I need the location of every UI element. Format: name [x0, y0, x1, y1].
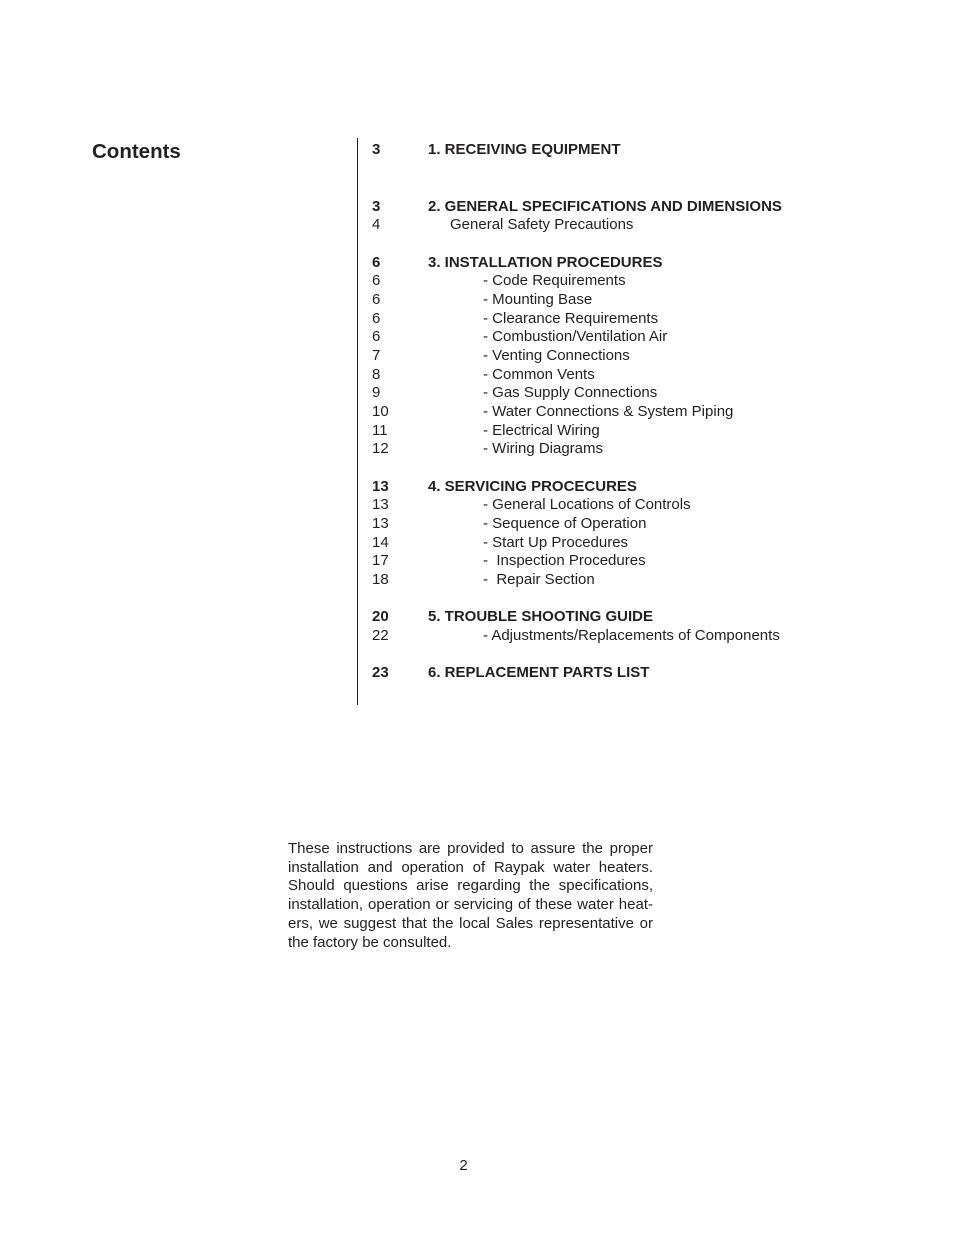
toc-entry-label: General Safety Precautions	[450, 216, 634, 234]
page-number: 2	[459, 1157, 468, 1174]
toc-page-number: 18	[372, 571, 389, 589]
toc-page-number: 8	[372, 365, 381, 383]
toc-section-title: 1. RECEIVING EQUIPMENT	[428, 141, 621, 158]
toc-entry[interactable]	[372, 291, 932, 310]
toc-entry-label: - Mounting Base	[483, 290, 593, 308]
toc-section-title: 2. GENERAL SPECIFICATIONS AND DIMENSIONS	[428, 197, 782, 215]
toc-page-number: 17	[372, 552, 389, 570]
toc-entry-label: - Venting Connections	[483, 347, 630, 364]
toc-entry-label: - Gas Supply Connections	[483, 384, 658, 402]
toc-section-6[interactable]	[372, 664, 932, 683]
toc-section-4[interactable]	[372, 478, 932, 497]
toc-entry-label: - Combustion/Ventilation Air	[483, 328, 668, 346]
toc-section-3[interactable]	[372, 254, 932, 273]
toc-entry[interactable]	[372, 571, 932, 590]
toc-entry-label: - Electrical Wiring	[483, 421, 600, 439]
toc-section-5[interactable]	[372, 608, 932, 627]
toc-page-number: 23	[372, 664, 389, 682]
toc-page-number: 4	[372, 216, 381, 234]
toc-entry[interactable]	[372, 552, 932, 571]
toc-entry-general-safety-precautions[interactable]	[372, 216, 932, 235]
toc-entry[interactable]	[372, 496, 932, 515]
toc-entry-label: - Clearance Requirements	[483, 309, 659, 327]
toc-page-number: 14	[372, 533, 389, 551]
toc-page-number: 20	[372, 608, 389, 626]
toc-entry-label: - Repair Section	[483, 571, 595, 589]
toc-page-number: 3	[372, 197, 381, 215]
toc-section-1[interactable]	[372, 141, 932, 160]
toc-entry[interactable]	[372, 534, 932, 553]
toc-entry-label: - Wiring Diagrams	[483, 440, 604, 458]
toc-page-number: 6	[372, 253, 381, 271]
toc-page-number: 11	[372, 421, 388, 439]
toc-entry-label: - Start Up Procedures	[483, 533, 629, 551]
toc-entry-label: - General Locations of Controls	[483, 496, 691, 514]
toc-entry[interactable]	[372, 515, 932, 534]
toc-entry-label: - Common Vents	[483, 365, 595, 383]
toc-entry[interactable]	[372, 272, 932, 291]
toc-entry[interactable]	[372, 366, 932, 385]
toc-entry[interactable]	[372, 328, 932, 347]
toc-section-2[interactable]	[372, 198, 932, 217]
toc-entry[interactable]	[372, 310, 932, 329]
toc-page-number: 13	[372, 515, 389, 532]
toc-entry-label: - Water Connections & System Piping	[483, 403, 734, 421]
toc-entry[interactable]	[372, 440, 932, 459]
toc-section-title: 5. TROUBLE SHOOTING GUIDE	[428, 608, 654, 626]
toc-page-number: 6	[372, 309, 381, 327]
toc-page-number: 12	[372, 440, 389, 458]
toc-entry[interactable]	[372, 347, 932, 366]
toc-page-number: 9	[372, 384, 381, 402]
toc-page-number: 6	[372, 272, 381, 290]
toc-section-title: 6. REPLACEMENT PARTS LIST	[428, 664, 650, 682]
toc-entry[interactable]	[372, 403, 932, 422]
toc-page-number: 10	[372, 403, 389, 421]
toc-section-title: 4. SERVICING PROCECURES	[428, 477, 637, 495]
toc-divider-line	[357, 138, 358, 705]
toc-page-number: 13	[372, 496, 389, 514]
toc-page-number: 3	[372, 141, 381, 158]
toc-page-number: 6	[372, 290, 381, 308]
toc-entry-label: - Inspection Procedures	[483, 552, 646, 570]
toc-entry-label: - Code Requirements	[483, 272, 626, 290]
toc-entry[interactable]	[372, 422, 932, 441]
toc-entry-label: - Sequence of Operation	[483, 515, 647, 532]
intro-paragraph: These instructions are provided to assure the proper installation and operation of Raypak water heaters. Should questions arise regarding the specifications, installation, operation or servicing of these water heaters, we suggest that the local Sales representative or the factory be consulted.	[288, 840, 653, 951]
contents-heading: Contents	[92, 140, 181, 163]
toc-page-number: 22	[372, 626, 389, 644]
toc-page-number: 7	[372, 347, 381, 364]
toc-section-title: 3. INSTALLATION PROCEDURES	[428, 253, 663, 271]
table-of-contents	[372, 141, 932, 683]
toc-page-number: 6	[372, 328, 381, 346]
toc-entry-label: - Adjustments/Replacements of Components	[483, 626, 780, 644]
toc-page-number: 13	[372, 477, 389, 495]
toc-entry[interactable]	[372, 384, 932, 403]
toc-entry[interactable]	[372, 627, 932, 646]
